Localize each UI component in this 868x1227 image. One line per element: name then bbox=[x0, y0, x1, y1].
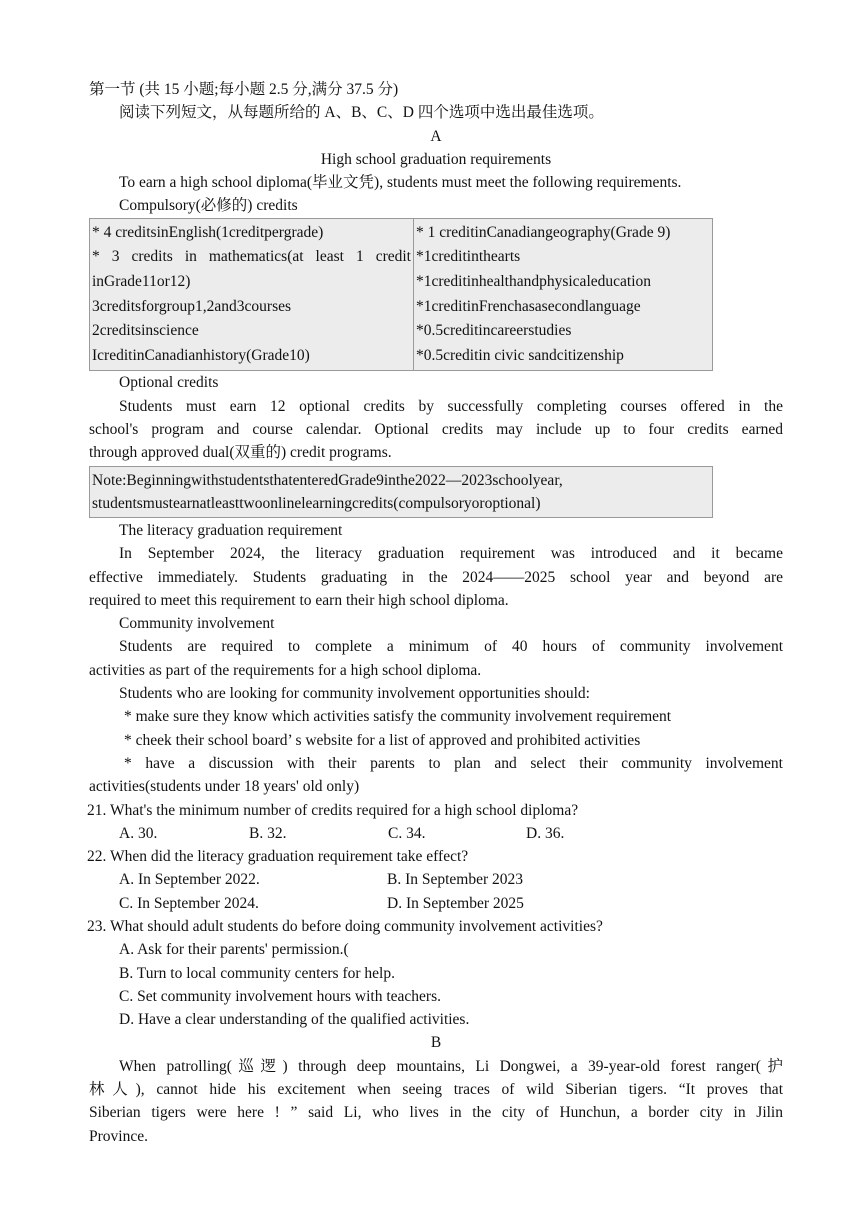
passage-b-line: Siberian tigers were here ! ” said Li, who lives in the city of Hunchun, a border city in Jilin bbox=[89, 1104, 783, 1122]
option-a[interactable]: A. 30. bbox=[119, 824, 158, 842]
credit-line: 2creditsinscience bbox=[92, 322, 199, 340]
question-21: 21. What's the minimum number of credits required for a high school diploma? bbox=[87, 801, 579, 819]
passage-a-intro: To earn a high school diploma(毕业文凭), students must meet the following requirements. bbox=[119, 174, 682, 192]
note-line: Note:BeginningwithstudentsthatenteredGrade9inthe2022—2023schoolyear, bbox=[92, 471, 563, 489]
option-d[interactable]: D. In September 2025 bbox=[387, 894, 524, 912]
option-a[interactable]: A. In September 2022. bbox=[119, 871, 260, 889]
literacy-line: In September 2024, the literacy graduation requirement was introduced and it became bbox=[119, 545, 783, 563]
opportunities-intro: Students who are looking for community involvement opportunities should: bbox=[119, 685, 590, 703]
optional-line: Students must earn 12 optional credits by successfully completing courses offered in the bbox=[119, 397, 783, 415]
bullet-tail: activities(students under 18 years' old only) bbox=[89, 778, 360, 796]
community-line: activities as part of the requirements for a high school diploma. bbox=[89, 661, 482, 679]
compulsory-credits-table bbox=[89, 218, 713, 372]
community-heading: Community involvement bbox=[119, 615, 275, 633]
credit-line: * 4 creditsinEnglish(1creditpergrade) bbox=[92, 223, 324, 241]
passage-b-line: When patrolling(巡逻) through deep mountains, Li Dongwei, a 39-year-old forest ranger(护 bbox=[119, 1057, 783, 1075]
community-line: Students are required to complete a minimum of 40 hours of community involvement bbox=[119, 638, 783, 656]
bullet-item: * make sure they know which activities satisfy the community involvement requirement bbox=[124, 708, 672, 726]
credit-line: IcreditinCanadianhistory(Grade10) bbox=[92, 346, 310, 364]
option-d[interactable]: D. Have a clear understanding of the qualified activities. bbox=[119, 1011, 470, 1029]
option-b[interactable]: B. In September 2023 bbox=[387, 871, 524, 889]
instruction: 阅读下列短文，从每题所给的 A、B、C、D 四个选项中选出最佳选项。 bbox=[119, 104, 604, 122]
option-c[interactable]: C. Set community involvement hours with teachers. bbox=[119, 987, 442, 1005]
optional-line: through approved dual(双重的) credit programs. bbox=[89, 444, 392, 462]
credit-line: *1creditinthearts bbox=[416, 248, 521, 266]
question-22-options bbox=[89, 892, 783, 915]
note-box bbox=[89, 466, 713, 518]
literacy-heading: The literacy graduation requirement bbox=[119, 521, 343, 539]
section-header: 第一节 (共 15 小题;每小题 2.5 分,满分 37.5 分) bbox=[89, 81, 399, 98]
option-b[interactable]: B. Turn to local community centers for help. bbox=[119, 964, 395, 982]
optional-line: school's program and course calendar. Optional credits may include up to four credits earned bbox=[89, 420, 783, 438]
passage-b-line: Province. bbox=[89, 1127, 148, 1145]
literacy-line: required to meet this requirement to earn their high school diploma. bbox=[89, 591, 509, 609]
passage-a-letter: A bbox=[430, 127, 442, 145]
compulsory-heading: Compulsory(必修的) credits bbox=[119, 197, 298, 215]
option-b[interactable]: B. 32. bbox=[249, 824, 287, 842]
credit-line: *0.5creditincareerstudies bbox=[416, 322, 572, 340]
compulsory-right-cell bbox=[414, 218, 713, 371]
compulsory-left-cell bbox=[90, 218, 414, 371]
credit-line: * 1 creditinCanadiangeography(Grade 9) bbox=[416, 223, 671, 241]
question-22: 22. When did the literacy graduation requirement take effect? bbox=[87, 848, 469, 866]
literacy-line: effective immediately. Students graduating in the 2024——2025 school year and beyond are bbox=[89, 568, 783, 586]
credit-line: *1creditinhealthandphysicaleducation bbox=[416, 272, 651, 290]
optional-heading: Optional credits bbox=[119, 374, 219, 392]
note-line: studentsmustearnatleasttwoonlinelearningcredits(compulsoryoroptional) bbox=[92, 494, 541, 512]
question-23: 23. What should adult students do before doing community involvement activities? bbox=[87, 917, 603, 935]
option-d[interactable]: D. 36. bbox=[526, 824, 565, 842]
bullet-item: * cheek their school board’ s website for a list of approved and prohibited activities bbox=[124, 731, 641, 749]
credit-line: *1creditinFrenchasasecondlanguage bbox=[416, 297, 641, 315]
question-21-options bbox=[89, 822, 783, 845]
option-a[interactable]: A. Ask for their parents' permission.( bbox=[119, 941, 349, 959]
exam-page bbox=[89, 78, 783, 1148]
question-22-options bbox=[89, 868, 783, 891]
option-c[interactable]: C. In September 2024. bbox=[119, 894, 259, 912]
passage-b-letter: B bbox=[430, 1034, 442, 1052]
option-c[interactable]: C. 34. bbox=[388, 824, 426, 842]
passage-a-title: High school graduation requirements bbox=[320, 150, 552, 168]
credit-line: inGrade11or12) bbox=[92, 272, 191, 290]
credit-line: *0.5creditin civic sandcitizenship bbox=[416, 346, 624, 364]
passage-b-line: 林人), cannot hide his excitement when seeing traces of wild Siberian tigers. “It proves that bbox=[89, 1081, 783, 1099]
bullet-item: * have a discussion with their parents to plan and select their community involvement bbox=[124, 754, 783, 772]
credit-line: * 3 credits in mathematics(at least 1 credit bbox=[92, 248, 411, 266]
credit-line: 3creditsforgroup1,2and3courses bbox=[92, 297, 292, 315]
